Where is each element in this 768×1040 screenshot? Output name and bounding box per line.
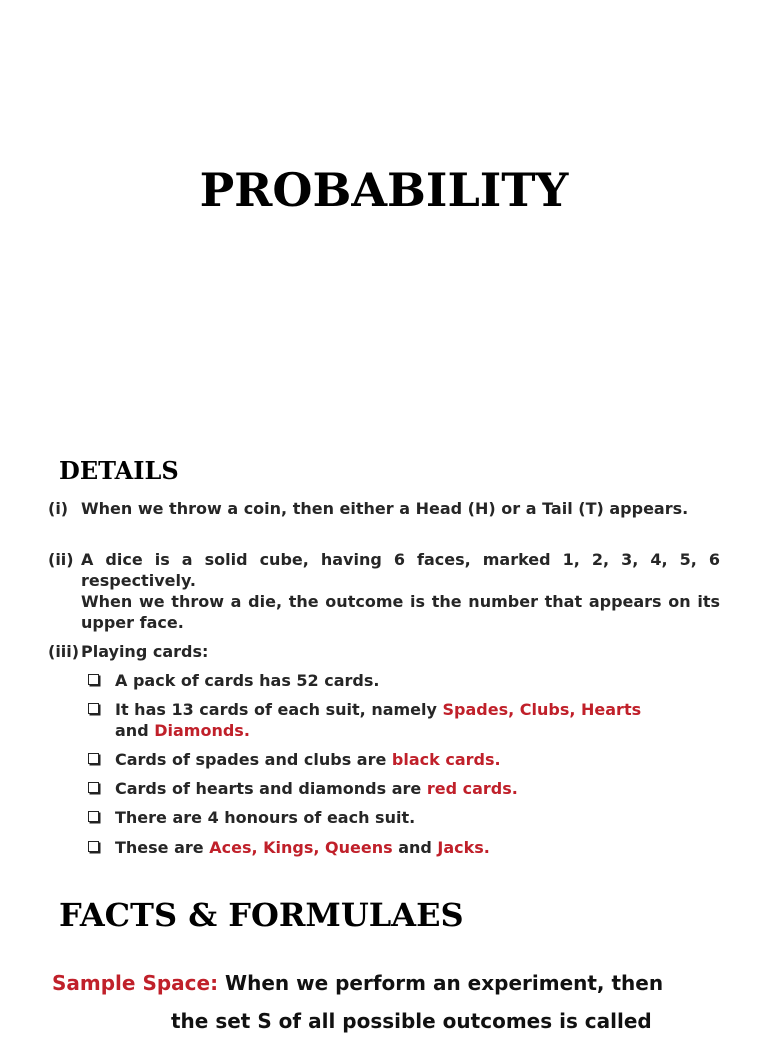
- detail-line: A dice is a solid cube, having 6 faces, marked 1, 2, 3, 4, 5, 6 respectively.: [81, 550, 720, 590]
- checkbox-bullet-icon: [88, 753, 99, 764]
- red-cards-highlight: red cards.: [426, 779, 518, 798]
- detail-line: When we throw a coin, then either a Head (H) or a Tail (T) appears.: [81, 499, 689, 518]
- bullet-text: [115, 807, 708, 828]
- honours-highlight: Aces, Kings, Queens: [209, 838, 393, 857]
- bullet-plain-text: and: [115, 721, 155, 740]
- page-title: PROBABILITY: [199, 163, 569, 217]
- bullet-plain-text: It has 13 cards of each suit, namely: [115, 700, 443, 719]
- checkbox-bullet-icon: [88, 703, 99, 714]
- checkbox-bullet-icon: [88, 782, 99, 793]
- bullet-text: [115, 670, 708, 691]
- suit-names-highlight: Spades, Clubs, Hearts: [442, 700, 642, 719]
- bullet-text: [115, 699, 708, 741]
- bullet-text: [115, 749, 708, 770]
- detail-number: (iii): [48, 642, 80, 661]
- sample-space-label: Sample Space:: [52, 971, 219, 995]
- facts-heading: FACTS & FORMULAES: [59, 896, 464, 934]
- bullet-text: [115, 837, 708, 858]
- detail-line: Playing cards:: [81, 642, 209, 661]
- bullet-plain-text: Cards of hearts and diamonds are: [115, 779, 427, 798]
- sample-space-text: When we perform an experiment, then: [218, 971, 664, 995]
- checkbox-bullet-icon: [88, 841, 99, 852]
- bullet-plain-text: and: [392, 838, 438, 857]
- detail-number: (ii): [48, 550, 74, 569]
- bullet-text: [115, 778, 708, 799]
- sample-space-text-continued: the set S of all possible outcomes is called: [171, 1009, 652, 1033]
- details-heading: DETAILS: [59, 456, 179, 485]
- bullet-plain-text: Cards of spades and clubs are: [115, 750, 392, 769]
- bullet-plain-text: There are 4 honours of each suit.: [115, 808, 416, 827]
- checkbox-bullet-icon: [88, 674, 99, 685]
- suit-names-highlight: Diamonds.: [154, 721, 250, 740]
- sample-space-definition: [52, 964, 732, 1040]
- bullet-plain-text: A pack of cards has 52 cards.: [115, 671, 380, 690]
- detail-text: [81, 549, 720, 633]
- detail-text: [81, 498, 720, 519]
- detail-line: When we throw a die, the outcome is the number that appears on its upper face.: [81, 592, 720, 632]
- detail-text: [81, 641, 720, 662]
- bullet-plain-text: These are: [115, 838, 210, 857]
- black-cards-highlight: black cards.: [391, 750, 501, 769]
- honours-highlight: Jacks.: [437, 838, 490, 857]
- checkbox-bullet-icon: [88, 811, 99, 822]
- detail-number: (i): [48, 499, 69, 518]
